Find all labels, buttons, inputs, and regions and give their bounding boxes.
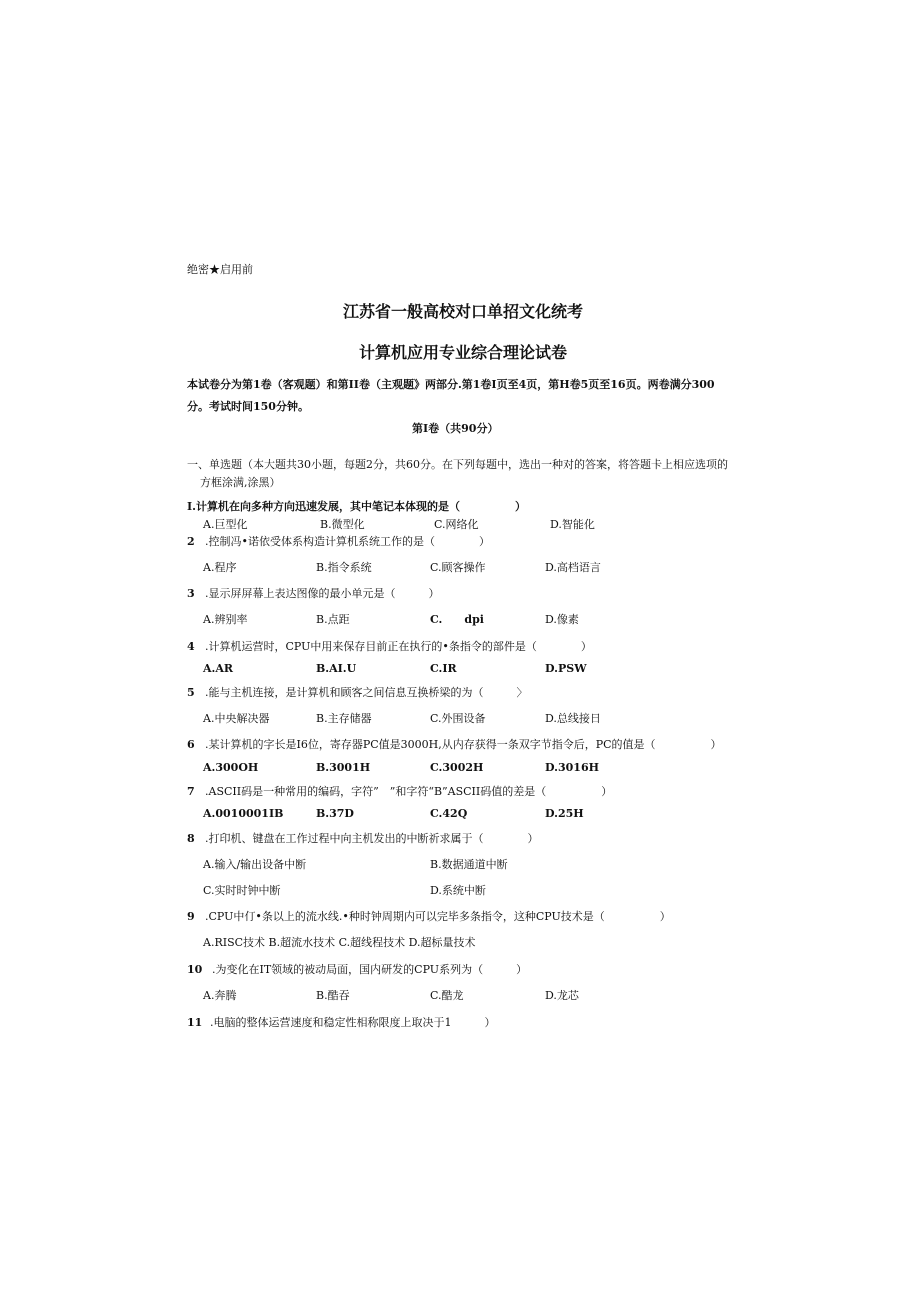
question-4-option-b: B.AI.U bbox=[316, 662, 357, 675]
question-6-option-b: B.3001H bbox=[316, 761, 371, 774]
question-10-option-b: B.酷吞 bbox=[316, 989, 350, 1002]
question-8-option-d: D.系统中断 bbox=[430, 884, 486, 897]
question-8-option-c: C.实时时钟中断 bbox=[203, 884, 281, 897]
section-heading-line-1: 一、单选题（本大题共30小题，每题2分，共60分。在下列每题中，选出一种对的答案，将答题卡上相应选项的 bbox=[187, 458, 728, 471]
question-1-option-b: B.微型化 bbox=[320, 518, 365, 531]
question-1-option-a: A.巨型化 bbox=[203, 518, 248, 531]
question-2-stem: .控制冯•诺依受体系构造计算机系统工作的是（ ） bbox=[205, 535, 490, 548]
question-11-stem: .电脑的整体运营速度和稳定性相称限度上取决于1 ） bbox=[210, 1016, 496, 1029]
question-1-option-c: C.网络化 bbox=[434, 518, 479, 531]
question-9-number: 9 bbox=[187, 910, 195, 923]
question-7-option-b: B.37D bbox=[316, 807, 354, 820]
question-5-option-c: C.外围设备 bbox=[430, 712, 486, 725]
question-7-option-a: A.0010001IB bbox=[203, 807, 284, 820]
question-2-number: 2 bbox=[187, 535, 195, 548]
question-2-option-b: B.指令系统 bbox=[316, 561, 372, 574]
question-10-option-c: C.酷龙 bbox=[430, 989, 464, 1002]
question-1-stem: I.计算机在向多种方向迅速发展，其中笔记本体现的是（ ） bbox=[187, 500, 526, 513]
exam-subtitle: 计算机应用专业综合理论试卷 bbox=[359, 343, 568, 362]
question-6-option-c: C.3002H bbox=[430, 761, 484, 774]
question-3-option-b: B.点距 bbox=[316, 613, 350, 626]
question-2-option-c: C.顾客操作 bbox=[430, 561, 486, 574]
question-9-options: A.RISC技术 B.超流水技术 C.超线程技术 D.超标量技术 bbox=[203, 936, 476, 949]
question-5-stem: .能与主机连接，是计算机和顾客之间信息互换桥梁的为（ 〉 bbox=[205, 686, 528, 699]
question-10-option-d: D.龙芯 bbox=[545, 989, 579, 1002]
question-8-option-b: B.数据通道中断 bbox=[430, 858, 508, 871]
question-3-option-c: C. dpi bbox=[430, 613, 484, 626]
question-5-option-a: A.中央解决器 bbox=[203, 712, 270, 725]
question-7-option-c: C.42Q bbox=[430, 807, 468, 820]
question-4-option-d: D.PSW bbox=[545, 662, 587, 675]
intro-line-2: 分。考试时间150分钟。 bbox=[187, 400, 309, 413]
exam-title: 江苏省一般高校对口单招文化统考 bbox=[343, 302, 584, 321]
question-6-option-d: D.3016H bbox=[545, 761, 599, 774]
question-4-number: 4 bbox=[187, 640, 195, 653]
question-8-option-a: A.输入/输出设备中断 bbox=[203, 858, 307, 871]
question-7-number: 7 bbox=[187, 785, 195, 798]
question-4-option-a: A.AR bbox=[203, 662, 234, 675]
question-3-number: 3 bbox=[187, 587, 195, 600]
question-8-number: 8 bbox=[187, 832, 195, 845]
question-4-option-c: C.IR bbox=[430, 662, 457, 675]
question-6-number: 6 bbox=[187, 738, 195, 751]
question-3-option-a: A.辨别率 bbox=[203, 613, 248, 626]
question-7-stem: .ASCII码是一种常用的编码，字符” ”和字符“B”ASCII码值的差是（ ） bbox=[205, 785, 613, 798]
part-heading: 第I卷（共90分） bbox=[412, 422, 499, 435]
question-7-option-d: D.25H bbox=[545, 807, 584, 820]
question-2-option-a: A.程序 bbox=[203, 561, 237, 574]
question-1-option-d: D.智能化 bbox=[550, 518, 595, 531]
question-5-option-b: B.主存储器 bbox=[316, 712, 372, 725]
secret-label: 绝密★启用前 bbox=[187, 263, 253, 276]
question-11-number: 11 bbox=[187, 1016, 203, 1029]
question-8-stem: .打印机、键盘在工作过程中向主机发出的中断祈求属于（ ） bbox=[205, 832, 539, 845]
question-6-stem: .某计算机的字长是I6位，寄存器PC值是3000H,从内存获得一条双字节指令后，PC的值是（ ） bbox=[205, 738, 722, 751]
question-10-stem: .为变化在IT领域的被动局面，国内研发的CPU系列为（ ） bbox=[212, 963, 528, 976]
question-10-option-a: A.奔腾 bbox=[203, 989, 237, 1002]
question-3-option-d: D.像素 bbox=[545, 613, 579, 626]
section-heading-line-2: 方框涂满,涂黑） bbox=[200, 476, 281, 489]
question-2-option-d: D.高档语言 bbox=[545, 561, 601, 574]
question-3-stem: .显示屏屏幕上表达图像的最小单元是（ ） bbox=[205, 587, 440, 600]
question-6-option-a: A.300OH bbox=[203, 761, 259, 774]
question-5-option-d: D.总线接日 bbox=[545, 712, 601, 725]
question-4-stem: .计算机运营时，CPU中用来保存目前正在执行的•条指令的部件是（ ） bbox=[205, 640, 592, 653]
question-10-number: 10 bbox=[187, 963, 203, 976]
question-5-number: 5 bbox=[187, 686, 195, 699]
question-9-stem: .CPU中仃•条以上的流水线.•种时钟周期内可以完毕多条指令，这种CPU技术是（ ） bbox=[205, 910, 671, 923]
intro-line-1: 本试卷分为第1卷（客观题）和第II卷（主观题》两部分.第1卷I页至4页，第H卷5页至16页。两卷满分300 bbox=[187, 378, 715, 391]
